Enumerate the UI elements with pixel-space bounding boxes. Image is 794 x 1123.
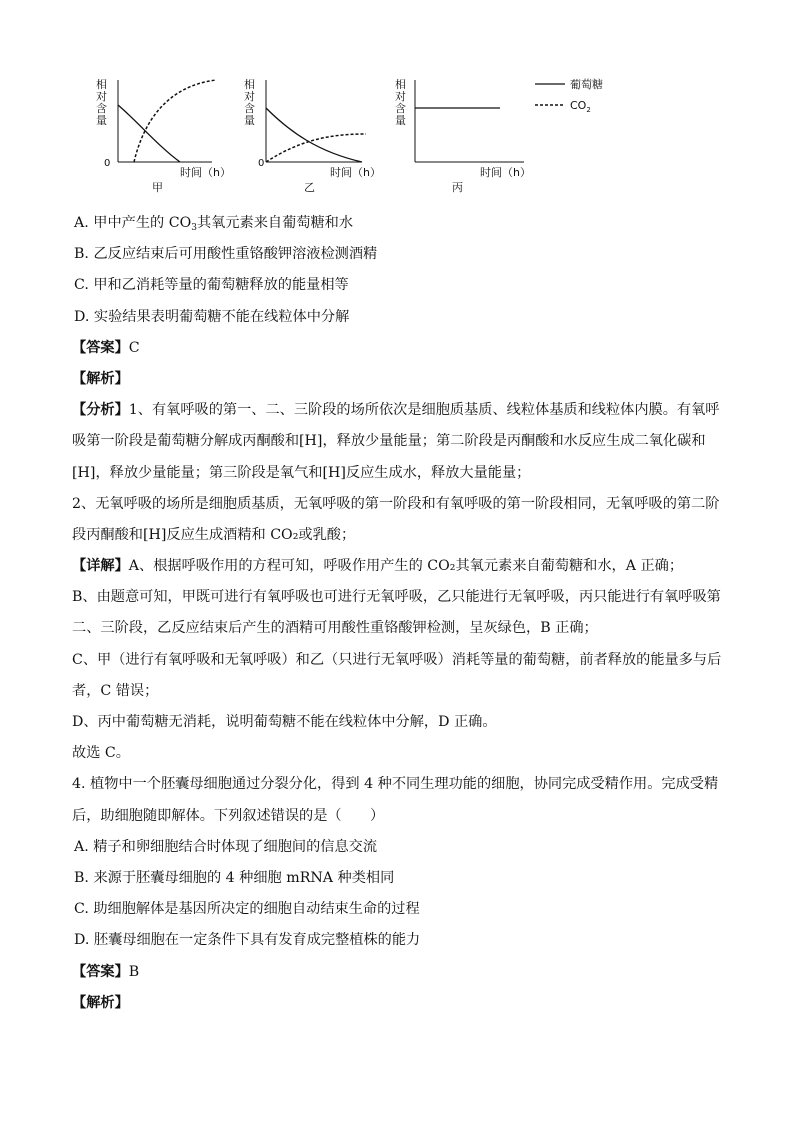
ylabel-char: 量 xyxy=(395,114,406,127)
ylabel-char: 相 xyxy=(96,78,107,91)
panel-jia xyxy=(96,77,231,194)
q3-answer: 【答案】C xyxy=(72,339,140,356)
q3-analysis-line: [H]，释放少量能量；第三阶段是氧气和[H]反应生成水，释放大量能量； xyxy=(72,464,531,481)
ylabel-char: 含 xyxy=(244,102,255,115)
origin-label: 0 xyxy=(104,158,111,169)
q3-detail-line: D、丙中葡萄糖无消耗，说明葡萄糖不能在线粒体中分解，D 正确。 xyxy=(72,714,497,730)
q4-option-b: B. 来源于胚囊母细胞的 4 种细胞 mRNA 种类相同 xyxy=(74,869,395,886)
q3-detail-line: C、甲（进行有氧呼吸和无氧呼吸）和乙（只进行无氧呼吸）消耗等量的葡萄糖，前者释放的能量多与后 xyxy=(72,651,722,668)
q4-jiexi-heading: 【解析】 xyxy=(72,994,129,1011)
ylabel-char: 相 xyxy=(395,78,406,91)
panel-label-jia: 甲 xyxy=(152,181,163,194)
respiration-graphs xyxy=(80,70,640,200)
panel-bing xyxy=(395,77,531,194)
q3-detail-line: 二、三阶段，乙反应结束后产生的酒精可用酸性重铬酸钾检测，呈灰绿色，B 正确； xyxy=(72,620,598,637)
co2-curve xyxy=(266,134,366,162)
q4-stem-line: 后，助细胞随即解体。下列叙述错误的是（ ） xyxy=(72,807,385,824)
glucose-curve xyxy=(118,105,180,162)
ylabel-char: 含 xyxy=(96,102,107,115)
q3-detail-line: 者，C 错误； xyxy=(72,682,159,699)
panel-yi xyxy=(244,77,381,194)
q3-analysis-line: 段丙酮酸和[H]反应生成酒精和 CO₂或乳酸； xyxy=(72,526,356,543)
q4-option-a: A. 精子和卵细胞结合时体现了细胞间的信息交流 xyxy=(74,838,378,855)
q4-option-c: C. 助细胞解体是基因所决定的细胞自动结束生命的过程 xyxy=(74,901,420,918)
question-content xyxy=(72,208,722,1019)
legend-co2: $CO_2$ xyxy=(570,99,591,114)
legend-glucose: 葡萄糖 xyxy=(570,78,603,91)
ylabel-char: 量 xyxy=(244,114,255,127)
respiration-figure xyxy=(80,70,640,200)
ylabel-char: 相 xyxy=(244,78,255,91)
x-axis-label: 时间（h） xyxy=(480,166,531,179)
ylabel-char: 对 xyxy=(395,90,406,103)
q3-detail-line: 故选 C。 xyxy=(72,745,130,762)
q3-detail-line: 【详解】A、根据呼吸作用的方程可知，呼吸作用产生的 CO₂其氧元素来自葡萄糖和水，A 正确； xyxy=(72,558,684,575)
ylabel-char: 量 xyxy=(96,114,107,127)
x-axis-label: 时间（h） xyxy=(330,166,381,179)
ylabel-char: 对 xyxy=(244,90,255,103)
q3-analysis-line: 【分析】1、有氧呼吸的第一、二、三阶段的场所依次是细胞质基质、线粒体基质和线粒体内膜。有氧呼 xyxy=(72,402,720,419)
co2-curve xyxy=(134,80,216,162)
q3-option-a: A. 甲中产生的 $CO_3$其氧元素来自葡萄糖和水 xyxy=(74,215,354,233)
q3-analysis-line: 2、无氧呼吸的场所是细胞质基质，无氧呼吸的第一阶段和有氧呼吸的第一阶段相同，无氧呼吸的第二阶 xyxy=(72,495,720,512)
q4-option-d: D. 胚囊母细胞在一定条件下具有发育成完整植株的能力 xyxy=(74,932,421,949)
legend xyxy=(535,77,603,114)
q3-option-b: B. 乙反应结束后可用酸性重铬酸钾溶液检测酒精 xyxy=(74,246,378,263)
ylabel-char: 含 xyxy=(395,102,406,115)
q3-jiexi-heading: 【解析】 xyxy=(72,370,129,387)
panel-label-bing: 丙 xyxy=(452,181,463,194)
q4-answer: 【答案】B xyxy=(72,963,140,980)
q3-option-c: C. 甲和乙消耗等量的葡萄糖释放的能量相等 xyxy=(74,277,349,294)
ylabel-char: 对 xyxy=(96,90,107,103)
q4-stem-line: 4. 植物中一个胚囊母细胞通过分裂分化，得到 4 种不同生理功能的细胞，协同完成受精作用。完成受精 xyxy=(72,776,719,793)
q3-detail-line: B、由题意可知，甲既可进行有氧呼吸也可进行无氧呼吸，乙只能进行无氧呼吸，丙只能进行有氧呼吸第 xyxy=(72,589,721,606)
panel-label-yi: 乙 xyxy=(304,181,315,194)
q3-analysis-line: 吸第一阶段是葡萄糖分解成丙酮酸和[H]，释放少量能量；第二阶段是丙酮酸和水反应生成二氧化碳和 xyxy=(72,433,706,450)
x-axis-label: 时间（h） xyxy=(180,166,231,179)
origin-label: 0 xyxy=(258,158,265,169)
q3-option-d: D. 实验结果表明葡萄糖不能在线粒体中分解 xyxy=(74,308,350,325)
